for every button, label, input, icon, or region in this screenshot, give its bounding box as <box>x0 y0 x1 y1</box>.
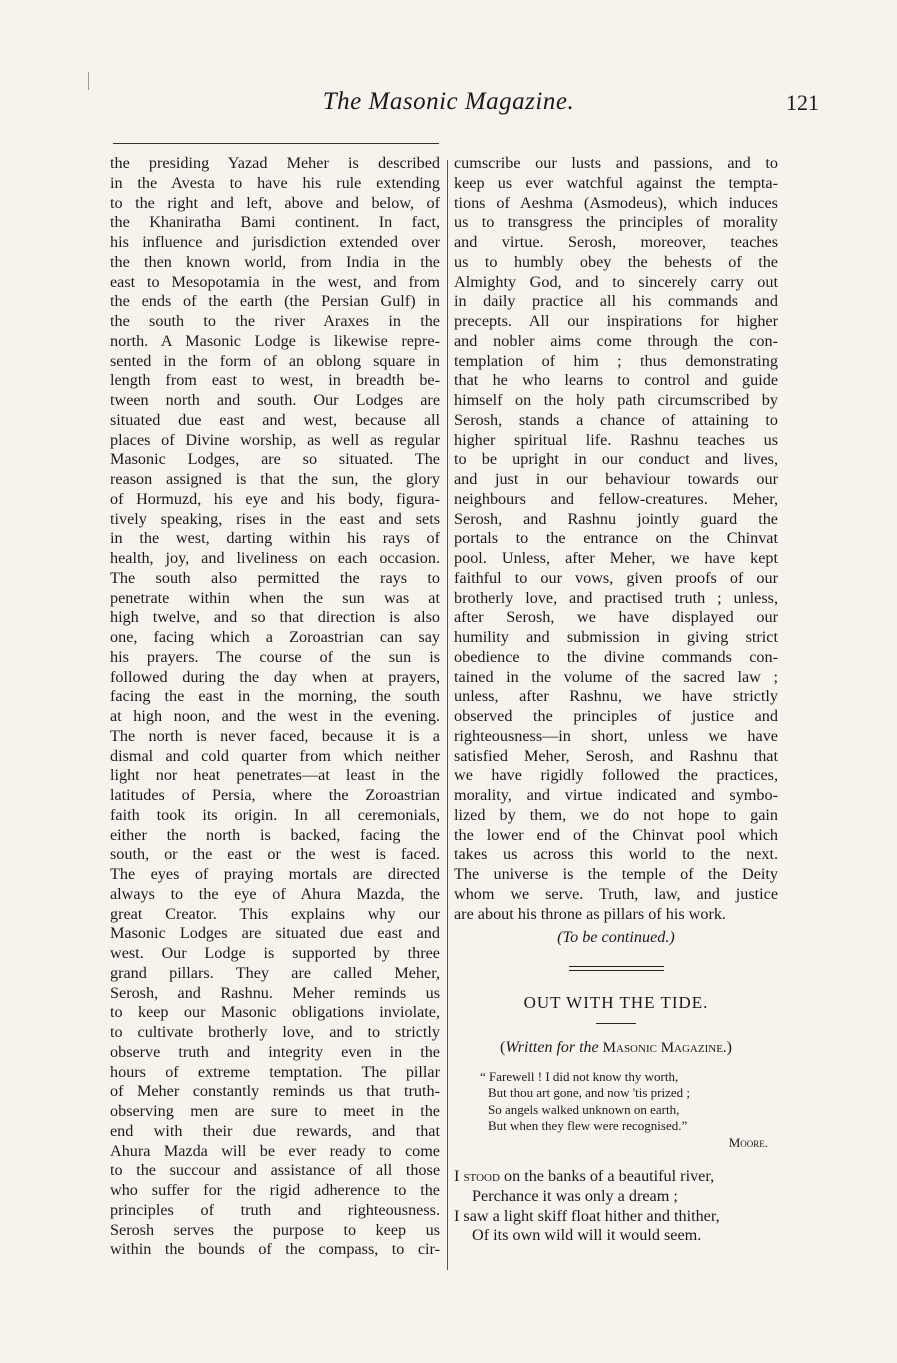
text-line: pool. Unless, after Meher, we have kept <box>454 549 778 567</box>
text-line: and virtue. Serosh, moreover, teaches <box>454 233 778 251</box>
text-line: to be upright in our conduct and lives, <box>454 450 778 469</box>
text-line: himself on the holy path circumscribed by <box>454 391 778 409</box>
column-divider <box>447 160 448 1270</box>
poem-byline: (Written for the Masonic Magazine.) <box>500 1038 732 1056</box>
text-line: in the west, darting within his rays of <box>110 529 440 548</box>
text-line: faith took its origin. In all ceremonials, <box>110 805 440 824</box>
text-line: faithful to our vows, given proofs of our <box>454 568 778 587</box>
to-be-continued: (To be continued.) <box>557 928 675 947</box>
text-line: and nobler aims come through the con- <box>454 331 778 350</box>
right-column <box>454 154 778 1246</box>
text-line: to the succour and assistance of all those <box>110 1161 440 1180</box>
text-line: end with their due rewards, and that <box>110 1121 440 1140</box>
text-line: one, facing which a Zoroastrian can say <box>110 628 440 646</box>
text-line: facing the east in the morning, the south <box>110 687 440 706</box>
text-line: high twelve, and so that direction is also <box>110 608 440 627</box>
text-line: keep us ever watchful against the tempta- <box>454 173 778 192</box>
section-separator <box>569 966 664 971</box>
text-line: great Creator. This explains why our <box>110 904 440 923</box>
text-line: unless, after Rashnu, we have strictly <box>454 687 778 706</box>
text-line: always to the eye of Ahura Mazda, the <box>110 884 440 903</box>
text-line: The eyes of praying mortals are directed <box>110 865 440 883</box>
text-line: to cultivate brotherly love, and to strictly <box>110 1023 440 1041</box>
page-number: 121 <box>786 90 819 115</box>
text-line: places of Divine worship, as well as regular <box>110 430 440 449</box>
text-line: portals to the entrance on the Chinvat <box>454 529 778 548</box>
right-column-text <box>454 154 778 924</box>
text-line: of Hormuzd, his eye and his body, figura- <box>110 489 440 508</box>
text-line: precepts. All our inspirations for higher <box>454 312 778 330</box>
text-line: dismal and cold quarter from which neither <box>110 746 440 765</box>
poem-line: I stood on the banks of a beautiful river, <box>454 1167 715 1185</box>
text-line: to the right and left, above and below, of <box>110 193 440 212</box>
epigraph-line: So angels walked unknown on earth, <box>488 1101 680 1117</box>
text-line: are about his throne as pillars of his work. <box>454 904 726 923</box>
text-line: righteousness—in short, unless we have <box>454 726 778 745</box>
text-line: grand pillars. They are called Meher, <box>110 963 440 982</box>
text-line: south, or the east or the west is faced. <box>110 845 440 864</box>
left-column <box>110 154 440 1260</box>
text-line: the Khaniratha Bami continent. In fact, <box>110 213 440 232</box>
text-line: whom we serve. Truth, law, and justice <box>454 884 778 903</box>
text-line: west. Our Lodge is supported by three <box>110 944 440 962</box>
text-line: in daily practice all his commands and <box>454 292 778 311</box>
text-line: observing men are sure to meet in the <box>110 1102 440 1120</box>
text-line: followed during the day when at prayers, <box>110 667 440 686</box>
text-line: in the Avesta to have his rule extending <box>110 173 440 192</box>
text-line: Serosh serves the purpose to keep us <box>110 1220 440 1239</box>
text-line: obedience to the divine commands con- <box>454 647 778 666</box>
text-line: hours of extreme temptation. The pillar <box>110 1062 440 1081</box>
text-line: tween north and south. Our Lodges are <box>110 391 440 409</box>
text-line: the presiding Yazad Meher is described <box>110 154 440 172</box>
text-line: his influence and jurisdiction extended over <box>110 233 440 251</box>
text-line: after Serosh, we have displayed our <box>454 608 778 627</box>
text-line: Serosh, and Rashnu. Meher reminds us <box>110 983 440 1002</box>
text-line: us to humbly obey the behests of the <box>454 252 778 271</box>
header-rule <box>113 143 439 144</box>
text-line: tained in the volume of the sacred law ; <box>454 667 778 686</box>
text-line: who suffer for the rigid adherence to the <box>110 1181 440 1199</box>
text-line: east to Mesopotamia in the west, and from <box>110 272 440 291</box>
text-line: us to transgress the principles of morality <box>454 213 778 232</box>
text-line: tions of Aeshma (Asmodeus), which induces <box>454 193 778 212</box>
text-line: observed the principles of justice and <box>454 707 778 725</box>
text-line: Serosh, stands a chance of attaining to <box>454 410 778 429</box>
text-line: length from east to west, in breadth be- <box>110 371 440 390</box>
text-line: light nor heat penetrates—at least in the <box>110 766 440 785</box>
poem-body <box>454 1167 778 1246</box>
text-line: morality, and virtue indicated and symbo- <box>454 786 778 804</box>
text-line: templation of him ; thus demonstrating <box>454 351 778 370</box>
epigraph-line: But when they flew were recognised.” <box>488 1118 688 1133</box>
text-line: The south also permitted the rays to <box>110 568 440 587</box>
text-line: higher spiritual life. Rashnu teaches us <box>454 430 778 449</box>
text-line: humility and submission in giving strict <box>454 628 778 646</box>
title-rule <box>596 1023 636 1024</box>
running-title: The Masonic Magazine. <box>322 88 575 115</box>
text-line: the south to the river Araxes in the <box>110 312 440 330</box>
epigraph-line: But thou art gone, and now 'tis prized ; <box>488 1085 691 1100</box>
epigraph-attribution: Moore. <box>728 1134 768 1150</box>
poem-line: I saw a light skiff float hither and thither, <box>454 1206 720 1225</box>
text-line: tively speaking, rises in the east and sets <box>110 509 440 528</box>
text-line: within the bounds of the compass, to cir- <box>110 1240 440 1259</box>
text-line: sented in the form of an oblong square in <box>110 351 440 370</box>
text-line: neighbours and fellow-creatures. Meher, <box>454 489 778 508</box>
epigraph-line: “ Farewell ! I did not know thy worth, <box>480 1068 679 1084</box>
text-line: penetrate within when the sun was at <box>110 588 440 607</box>
text-line: to keep our Masonic obligations inviolate, <box>110 1003 440 1022</box>
poem-title: OUT WITH THE TIDE. <box>523 993 709 1012</box>
text-line: north. A Masonic Lodge is likewise repre- <box>110 331 440 350</box>
text-line: Serosh, and Rashnu jointly guard the <box>454 509 778 528</box>
text-line: Masonic Lodges are situated due east and <box>110 924 440 943</box>
text-line: either the north is backed, facing the <box>110 825 440 844</box>
text-line: the ends of the earth (the Persian Gulf) in <box>110 292 440 311</box>
text-line: situated due east and west, because all <box>110 410 440 429</box>
text-line: his prayers. The course of the sun is <box>110 647 440 666</box>
text-line: latitudes of Persia, where the Zoroastrian <box>110 786 440 804</box>
poem-line: Of its own wild will it would seem. <box>472 1226 702 1245</box>
text-line: The universe is the temple of the Deity <box>454 865 778 883</box>
epigraph <box>480 1069 778 1152</box>
text-line: the lower end of the Chinvat pool which <box>454 825 778 844</box>
text-line: reason assigned is that the sun, the glory <box>110 470 440 488</box>
text-line: and just in our behaviour towards our <box>454 470 778 488</box>
text-line: the then known world, from India in the <box>110 252 440 271</box>
text-line: cumscribe our lusts and passions, and to <box>454 154 778 172</box>
text-line: we have rigidly followed the practices, <box>454 766 778 785</box>
poem-line: Perchance it was only a dream ; <box>472 1186 678 1205</box>
text-line: of Meher constantly reminds us that truth- <box>110 1082 440 1101</box>
text-line: satisfied Meher, Serosh, and Rashnu that <box>454 746 778 765</box>
text-line: Ahura Mazda will be ever ready to come <box>110 1141 440 1160</box>
text-line: Almighty God, and to sincerely carry out <box>454 272 778 291</box>
text-line: observe truth and integrity even in the <box>110 1042 440 1061</box>
text-line: lized by them, we do not hope to gain <box>454 805 778 824</box>
text-line: at high noon, and the west in the evening. <box>110 707 440 725</box>
text-line: principles of truth and righteousness. <box>110 1200 440 1219</box>
text-line: takes us across this world to the next. <box>454 845 778 864</box>
text-line: Masonic Lodges, are so situated. The <box>110 450 440 469</box>
text-line: The north is never faced, because it is a <box>110 726 440 745</box>
text-line: health, joy, and liveliness on each occasion. <box>110 549 440 567</box>
text-line: that he who learns to control and guide <box>454 371 778 390</box>
text-line: brotherly love, and practised truth ; unless, <box>454 588 778 607</box>
